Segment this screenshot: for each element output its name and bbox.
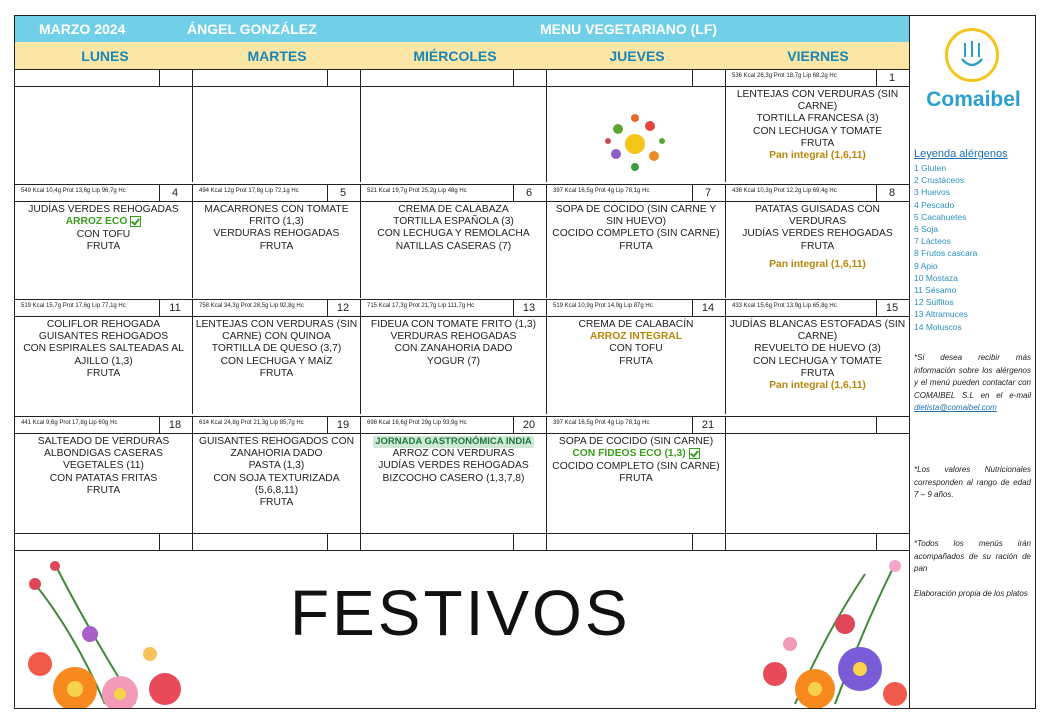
menu-line	[547, 241, 725, 253]
menu-line	[15, 216, 192, 228]
day-menu-cell	[361, 317, 547, 414]
menu-line	[726, 113, 909, 125]
menu-line-text: FRUTA	[800, 367, 835, 379]
day-tuesday: MARTES	[247, 48, 307, 64]
day-header-cell	[726, 417, 910, 433]
allergen-item: 2 Crustáceos	[914, 175, 965, 186]
allergen-item: 4 Pescado	[914, 199, 955, 210]
day-number-divider	[876, 70, 877, 86]
day-header-cell	[15, 417, 193, 433]
nutrition-values: 521 Kcal 19,7g Prot 25,2g Lip 48g Hc	[367, 188, 467, 194]
day-number-divider	[692, 534, 693, 550]
day-header-cell	[726, 300, 910, 316]
week-header-row	[15, 69, 909, 87]
menu-line	[361, 241, 546, 253]
menu-line	[547, 473, 725, 485]
menu-line	[193, 473, 360, 497]
menu-line-text: REVUELTO DE HUEVO (3)	[754, 343, 881, 355]
day-number: 8	[888, 187, 896, 199]
flowers-left-illustration	[15, 554, 215, 708]
day-number: 1	[888, 72, 896, 84]
eco-check-icon	[130, 216, 141, 227]
day-number-divider	[513, 534, 514, 550]
day-menu-cell	[193, 317, 361, 414]
day-number-divider	[159, 534, 160, 550]
menu-line	[726, 204, 909, 228]
day-number-divider	[513, 70, 514, 86]
nutrition-values: 758 Kcal 34,3g Prot 28,5g Lip 92,8g Hc	[199, 303, 304, 309]
title-bar	[15, 16, 909, 42]
festivos-title: FESTIVOS	[290, 577, 631, 649]
week-header-row	[15, 416, 909, 434]
day-header-cell	[15, 185, 193, 201]
day-header-cell	[193, 417, 361, 433]
day-number-divider	[159, 300, 160, 316]
menu-line-text: COLIFLOR REHOGADA	[46, 319, 161, 330]
menu-line	[193, 319, 360, 343]
week-header-row	[15, 299, 909, 317]
day-number: 15	[885, 302, 899, 314]
menu-line	[361, 436, 546, 448]
menu-line-text: FRUTA	[800, 240, 835, 252]
nutrition-values: 549 Kcal 10,4g Prot 13,6g Lip 96,7g Hc	[21, 188, 126, 194]
day-number-divider	[692, 185, 693, 201]
menu-line-text: JUDÍAS BLANCAS ESTOFADAS (SIN CARNE)	[729, 319, 906, 343]
menu-line	[193, 204, 360, 228]
day-header-cell	[547, 300, 726, 316]
menu-line	[15, 241, 192, 253]
day-header-cell	[361, 185, 547, 201]
menu-line-text: Pan integral (1,6,11)	[769, 380, 866, 392]
nutrition-values: 536 Kcal 26,3g Prot 18,7g Lip 68,2g Hc	[732, 73, 837, 79]
menu-line-text: PATATAS GUISADAS CON VERDURAS	[755, 204, 880, 228]
menu-line	[726, 259, 909, 271]
menu-line	[726, 241, 909, 253]
menu-line-text: CON TOFU	[609, 343, 663, 355]
menu-line	[547, 436, 725, 448]
menu-line	[15, 331, 192, 343]
day-header-cell	[361, 417, 547, 433]
comaibel-logo-icon	[945, 28, 999, 82]
menu-line	[726, 319, 909, 343]
nutrition-values: 614 Kcal 24,8g Prot 21,3g Lip 85,7g Hc	[199, 420, 304, 426]
week-header-row	[15, 184, 909, 202]
menu-line	[193, 460, 360, 472]
day-header-cell	[193, 185, 361, 201]
menu-line-text: COCIDO COMPLETO (SIN CARNE)	[552, 460, 720, 472]
eco-check-icon	[689, 448, 700, 459]
menu-line	[547, 461, 725, 473]
day-thursday: JUEVES	[609, 48, 665, 64]
empty-header-cell	[15, 534, 193, 550]
day-menu-cell	[361, 87, 547, 182]
menu-line-text: SOPA DE COCIDO (SIN CARNE Y SIN HUEVO)	[555, 204, 717, 228]
menu-line-text: CON FIDEOS ECO (1,3)	[572, 448, 686, 460]
menu-line	[15, 436, 192, 448]
menu-line-text: MACARRONES CON TOMATE FRITO (1,3)	[204, 204, 349, 228]
day-wednesday: MIÉRCOLES	[413, 48, 497, 64]
allergen-item: 5 Cacahuetes	[914, 211, 967, 222]
menu-line-text: TORTILLA FRANCESA (3)	[756, 113, 879, 125]
menu-line	[15, 485, 192, 497]
menu-line	[547, 343, 725, 355]
day-menu-cell	[15, 202, 193, 298]
menu-line-text: ARROZ INTEGRAL	[589, 331, 683, 343]
day-number-divider	[876, 417, 877, 433]
menu-line	[15, 448, 192, 472]
empty-header-cell	[361, 534, 547, 550]
day-number-divider	[513, 300, 514, 316]
menu-line-text: Pan integral (1,6,11)	[769, 150, 866, 162]
brand-name: Comaibel	[926, 88, 1021, 111]
day-number-divider	[159, 417, 160, 433]
menu-line-text: TORTILLA ESPAÑOLA (3)	[393, 216, 514, 228]
menu-line-text: FRUTA	[86, 367, 121, 379]
allergen-item: 11 Sésamo	[914, 285, 957, 296]
empty-header-row	[15, 533, 909, 551]
day-number-divider	[159, 70, 160, 86]
day-menu-cell	[547, 202, 726, 298]
allergen-item: 10 Mostaza	[914, 272, 958, 283]
day-menu-cell	[726, 87, 910, 182]
email-link[interactable]: dietista@comaibel.com	[914, 403, 997, 412]
contact-note-text: *Si desea recibir más información sobre los alérgenos y el menú pueden contactar con COMAIBEL S.L en el e-mail	[914, 353, 1031, 400]
menu-line-text: JUDÍAS VERDES REHOGADAS	[28, 204, 179, 215]
day-number: 18	[168, 419, 182, 431]
nutrition-values: 494 Kcal 12g Prot 17,8g Lip 72,1g Hc	[199, 188, 299, 194]
nutrition-values: 397 Kcal 16,5g Prot 4g Lip 78,1g Hc	[553, 188, 650, 194]
day-number-divider	[327, 534, 328, 550]
menu-line-text: FRUTA	[259, 367, 294, 379]
allergen-item: 14 Moluscos	[914, 321, 962, 332]
day-header-cell	[726, 185, 910, 201]
menu-line-text: BIZCOCHO CASERO (1,3,7,8)	[382, 472, 525, 484]
menu-line-text: LENTEJAS CON VERDURAS (SIN CARNE) CON QUINOA	[195, 319, 358, 343]
menu-line	[361, 216, 546, 228]
day-number-divider	[876, 185, 877, 201]
menu-line	[193, 228, 360, 240]
menu-line-text: CON ZANAHORIA DADO	[394, 343, 513, 355]
menu-line-text: FRUTA	[619, 240, 653, 252]
allergen-item: 8 Frutos cascara	[914, 248, 978, 259]
menu-line-text: FRUTA	[800, 137, 835, 149]
menu-line-text: GUISANTES REHOGADOS	[38, 331, 169, 343]
menu-line-text: CON PATATAS FRITAS	[49, 472, 158, 484]
day-number-divider	[692, 417, 693, 433]
menu-line	[193, 343, 360, 355]
day-menu-cell	[361, 202, 547, 298]
menu-line	[726, 356, 909, 368]
menu-line	[15, 343, 192, 367]
menu-line	[15, 368, 192, 380]
menu-line-text: CREMA DE CALABAZA	[398, 204, 509, 215]
menu-line-text: FRUTA	[86, 484, 121, 496]
menu-line	[726, 150, 909, 162]
menu-line-text: NATILLAS CASERAS (7)	[395, 240, 512, 252]
day-number: 6	[525, 187, 533, 199]
day-menu-cell	[547, 317, 726, 414]
menu-line-text: VERDURAS REHOGADAS	[213, 228, 340, 240]
day-number-divider	[513, 185, 514, 201]
day-number-divider	[327, 300, 328, 316]
day-number-divider	[692, 70, 693, 86]
menu-line-text: CON LECHUGA Y REMOLACHA	[377, 228, 530, 240]
day-number-divider	[327, 417, 328, 433]
menu-line	[361, 204, 546, 216]
day-number-divider	[876, 534, 877, 550]
day-menu-cell	[193, 202, 361, 298]
menu-line-text: JUDÍAS VERDES REHOGADAS	[378, 460, 529, 472]
menu-line	[547, 319, 725, 331]
day-number: 4	[171, 187, 179, 199]
vegetables-illustration	[598, 104, 672, 178]
empty-header-cell	[547, 534, 726, 550]
day-header-cell	[547, 417, 726, 433]
day-number: 7	[704, 187, 712, 199]
menu-type-label: MENU VEGETARIANO (LF)	[540, 21, 718, 37]
menu-line-text: YOGUR (7)	[426, 355, 481, 367]
menu-line-text: PASTA (1,3)	[248, 460, 305, 472]
menu-line	[193, 368, 360, 380]
day-header-cell	[361, 300, 547, 316]
day-number-divider	[513, 417, 514, 433]
day-number-divider	[327, 70, 328, 86]
menu-line-text: FRUTA	[86, 240, 121, 252]
day-number: 13	[522, 302, 536, 314]
menu-line-text: JORNADA GASTRONÓMICA INDIA	[375, 436, 532, 447]
menu-line	[15, 473, 192, 485]
allergen-item: 1 Gluten	[914, 163, 947, 173]
allergen-item: 3 Huevos	[914, 187, 950, 198]
menu-line	[15, 319, 192, 331]
day-menu-cell	[15, 317, 193, 414]
day-header-cell	[547, 70, 726, 86]
menu-line	[547, 331, 725, 343]
menu-line	[726, 138, 909, 150]
menu-line	[726, 126, 909, 138]
nutrition-values: 441 Kcal 9,6g Prot 17,8g Lip 60g Hc	[21, 420, 118, 426]
menu-line	[361, 448, 546, 460]
allergen-item: 13 Altramuces	[914, 309, 968, 320]
menu-line-text: CON TOFU	[76, 228, 131, 240]
menu-line	[361, 319, 546, 331]
menu-line-text: Pan integral (1,6,11)	[769, 258, 866, 270]
menu-line	[547, 228, 725, 240]
menu-line	[361, 228, 546, 240]
day-menu-cell	[361, 434, 547, 548]
menu-line-text: CON LECHUGA Y TOMATE	[753, 355, 882, 367]
menu-line	[547, 356, 725, 368]
day-number: 19	[336, 419, 350, 431]
menu-line-text: COCIDO COMPLETO (SIN CARNE)	[552, 228, 720, 240]
menu-line-text: CREMA DE CALABACÍN	[578, 319, 694, 330]
day-menu-cell	[547, 434, 726, 548]
menu-line	[361, 460, 546, 472]
menu-line	[193, 497, 360, 509]
menu-line-text: FIDEUA CON TOMATE FRITO (1,3)	[370, 319, 537, 330]
month-label: MARZO 2024	[39, 21, 126, 37]
day-number-divider	[692, 300, 693, 316]
menu-line-text: ALBONDIGAS CASERAS VEGETALES (11)	[43, 448, 164, 472]
menu-line	[726, 228, 909, 240]
menu-line	[726, 343, 909, 355]
menu-line	[361, 473, 546, 485]
nutrition-values: 397 Kcal 16,5g Prot 4g Lip 78,1g Hc	[553, 420, 650, 426]
weekday-header	[15, 42, 909, 69]
day-header-cell	[15, 70, 193, 86]
day-number: 20	[522, 419, 536, 431]
menu-line-text: TORTILLA DE QUESO (3,7)	[211, 343, 342, 355]
menu-line	[193, 241, 360, 253]
allergen-item: 7 Lácteos	[914, 236, 951, 247]
nutrition-values: 698 Kcal 16,6g Prot 29g Lip 93,9g Hc	[367, 420, 467, 426]
day-number: 21	[701, 419, 715, 431]
nutrition-values: 433 Kcal 15,6g Prot 13,9g Lip 65,8g Hc	[732, 303, 837, 309]
day-number: 12	[336, 302, 350, 314]
menu-line-text: FRUTA	[619, 355, 653, 367]
school-label: ÁNGEL GONZÁLEZ	[187, 21, 317, 37]
day-number: 14	[701, 302, 715, 314]
menu-line-text: CON ESPIRALES SALTEADAS AL AJILLO (1,3)	[23, 343, 184, 367]
menu-line-text: FRUTA	[259, 240, 294, 252]
empty-header-cell	[726, 534, 910, 550]
menu-line	[726, 368, 909, 380]
menu-line	[193, 356, 360, 368]
day-number: 5	[339, 187, 347, 199]
allergen-item: 12 Sulfitos	[914, 297, 954, 308]
menu-line	[726, 380, 909, 392]
day-header-cell	[361, 70, 547, 86]
day-header-cell	[193, 300, 361, 316]
day-number: 11	[169, 302, 181, 314]
menu-calendar	[14, 15, 910, 709]
menu-line-text: GUISANTES REHOGADOS CON ZANAHORIA DADO	[198, 436, 355, 460]
menu-line	[726, 89, 909, 113]
day-menu-cell	[726, 202, 910, 298]
day-menu-cell	[15, 87, 193, 182]
menu-line	[361, 331, 546, 343]
nutrition-values: 436 Kcal 10,3g Prot 12,2g Lip 69,4g Hc	[732, 188, 837, 194]
menu-line-text: VERDURAS REHOGADAS	[390, 331, 517, 343]
day-menu-cell	[193, 434, 361, 548]
own-elaboration-note: Elaboración propia de los platos	[914, 589, 1028, 598]
menu-line-text: SALTEADO DE VERDURAS	[37, 436, 170, 447]
menu-line	[15, 229, 192, 241]
day-number-divider	[876, 300, 877, 316]
allergen-legend-title: Leyenda alérgenos	[914, 148, 1008, 160]
allergen-legend-list	[914, 162, 977, 333]
day-header-cell	[547, 185, 726, 201]
nutrition-note: *Los valores Nutricionales corresponden al rango de edad 7 – 9 años.	[914, 465, 1031, 499]
menu-line-text: FRUTA	[259, 497, 294, 509]
allergen-item: 9 Apio	[914, 260, 938, 271]
day-menu-cell	[15, 434, 193, 548]
day-menu-cell	[726, 434, 910, 548]
menu-line	[361, 343, 546, 355]
menu-line	[361, 356, 546, 368]
flowers-right-illustration	[715, 554, 909, 708]
nutrition-values: 715 Kcal 17,3g Prot 21,7g Lip 111,7g Hc	[367, 303, 475, 309]
day-menu-cell	[193, 87, 361, 182]
day-menu-cell	[726, 317, 910, 414]
menu-line	[193, 436, 360, 460]
menu-line-text: CON LECHUGA Y MAÍZ	[220, 355, 333, 367]
menu-line-text: ARROZ ECO	[65, 216, 128, 228]
nutrition-values: 519 Kcal 10,9g Prot 14,9g Lip 87g Hc	[553, 303, 653, 309]
menu-line-text: LENTEJAS CON VERDURAS (SIN CARNE)	[736, 89, 899, 113]
empty-header-cell	[193, 534, 361, 550]
menu-line-text: CON SOJA TEXTURIZADA (5,6,8,11)	[213, 472, 340, 496]
menu-line	[15, 204, 192, 216]
day-header-cell	[726, 70, 910, 86]
menu-line-text: FRUTA	[619, 472, 653, 484]
day-number-divider	[327, 185, 328, 201]
contact-note	[914, 352, 1031, 415]
day-monday: LUNES	[81, 48, 129, 64]
menu-line	[547, 448, 725, 460]
menu-line-text: SOPA DE COCIDO (SIN CARNE)	[558, 436, 714, 447]
day-friday: VIERNES	[787, 48, 849, 64]
menu-line	[547, 204, 725, 228]
day-header-cell	[15, 300, 193, 316]
day-header-cell	[193, 70, 361, 86]
menu-line-text: ARROZ CON VERDURAS	[392, 448, 515, 460]
menu-line-text: JUDÍAS VERDES REHOGADAS	[742, 228, 893, 240]
menu-line-text: CON LECHUGA Y TOMATE	[753, 125, 882, 137]
nutrition-values: 519 Kcal 15,7g Prot 17,6g Lip 77,1g Hc	[21, 303, 126, 309]
allergen-item: 6 Soja	[914, 224, 939, 235]
bread-note: *Todos los menús irán acompañados de su ración de pan	[914, 539, 1031, 573]
day-number-divider	[159, 185, 160, 201]
